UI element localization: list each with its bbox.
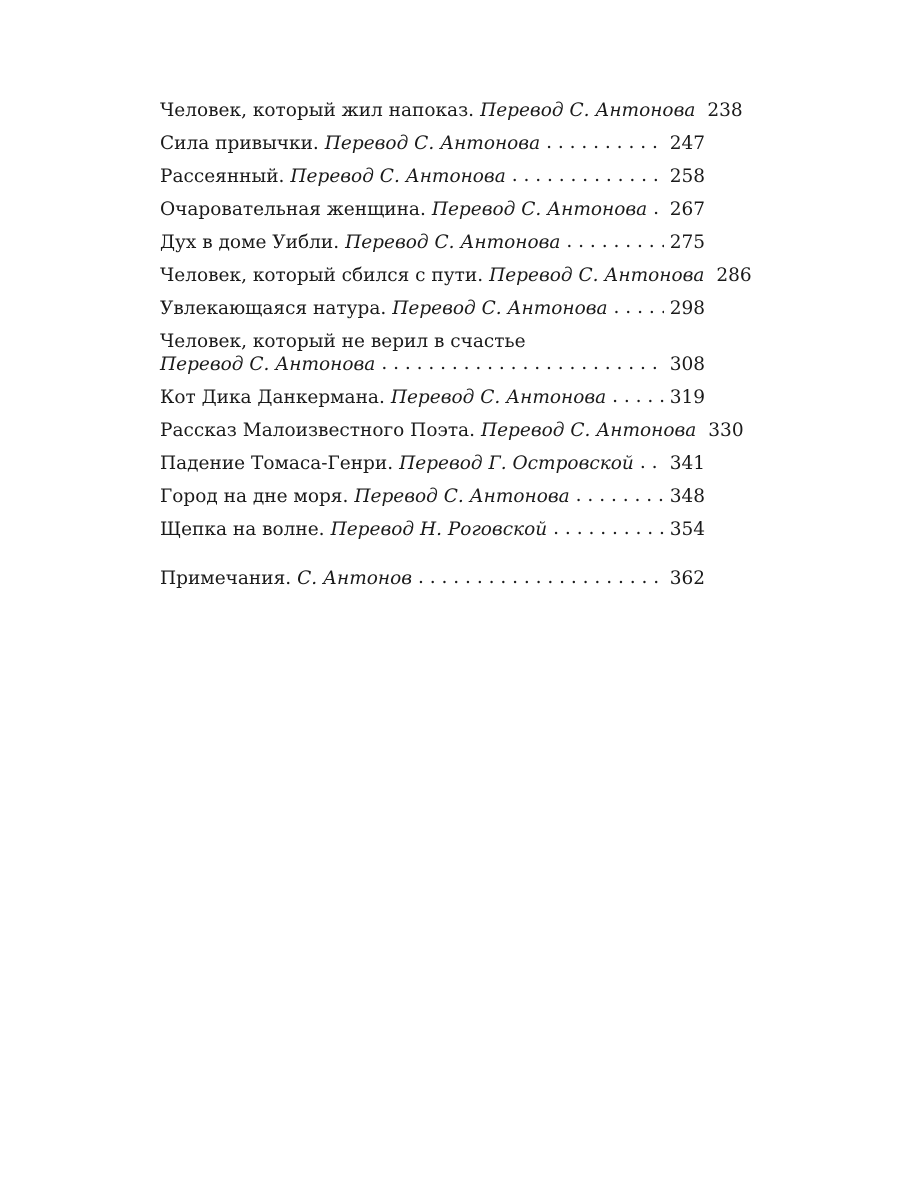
entry-translator: Перевод Г. Островской: [399, 453, 634, 474]
toc-entry: [160, 513, 705, 546]
entry-page-number: 341: [669, 453, 705, 474]
entry-title: Сила привычки.: [160, 133, 319, 154]
entry-title: Очаровательная женщина.: [160, 199, 426, 220]
toc-entry: [160, 330, 705, 376]
entry-title: Примечания.: [160, 568, 292, 589]
entry-page-number: 362: [669, 568, 705, 589]
dot-leader: [640, 446, 664, 479]
toc-entry: [160, 447, 705, 480]
entry-page-number: 247: [669, 133, 705, 154]
entry-translator: Перевод С. Антонова: [489, 265, 705, 286]
entry-page-number: 330: [708, 420, 744, 441]
dot-leader: [566, 225, 663, 258]
entry-title: Человек, который не верил в счастье: [160, 331, 526, 352]
toc-entry: [160, 414, 744, 447]
entry-translator: Перевод С. Антонова: [290, 166, 506, 187]
entry-page-number: 308: [669, 354, 705, 375]
entry-title: Человек, который сбился с пути.: [160, 265, 484, 286]
entry-translator: Перевод С. Антонова: [324, 133, 541, 154]
toc-entry: [160, 160, 705, 193]
entry-title: Дух в доме Уибли.: [160, 232, 340, 253]
entry-translator-line: [160, 353, 705, 376]
dot-leader: [653, 192, 664, 225]
dot-leader: [614, 291, 664, 324]
toc-entry: [160, 259, 752, 292]
dot-leader: [381, 352, 663, 375]
entry-title: Рассеянный.: [160, 166, 285, 187]
entry-page-number: 258: [669, 166, 705, 187]
entry-translator: Перевод С. Антонова: [480, 420, 697, 441]
toc-entry: [160, 94, 743, 127]
entry-translator: Перевод С. Антонова: [392, 298, 608, 319]
dot-leader: [576, 479, 664, 512]
toc-entry: [160, 292, 705, 325]
dot-leader: [553, 512, 664, 545]
toc-entry: [160, 127, 705, 160]
entry-title: Увлекающаяся натура.: [160, 298, 387, 319]
toc-entry: [160, 480, 705, 513]
dot-leader: [512, 159, 664, 192]
entry-page-number: 238: [707, 100, 743, 121]
entry-title: Щепка на волне.: [160, 519, 325, 540]
entry-page-number: 319: [669, 387, 705, 408]
dot-leader: [546, 126, 664, 159]
toc-entry-notes: [160, 562, 705, 595]
table-of-contents: [160, 94, 752, 595]
entry-translator: Перевод Н. Роговской: [330, 519, 548, 540]
entry-title: Кот Дика Данкермана.: [160, 387, 385, 408]
entry-translator: Перевод С. Антонова: [480, 100, 696, 121]
entry-translator: Перевод С. Антонова: [354, 486, 570, 507]
dot-leader: [418, 561, 664, 594]
entry-title: Город на дне моря.: [160, 486, 349, 507]
entry-page-number: 298: [669, 298, 705, 319]
entry-title-line: [160, 330, 705, 353]
entry-page-number: 267: [669, 199, 705, 220]
entry-title: Рассказ Малоизвестного Поэта.: [160, 420, 475, 441]
entry-translator: Перевод С. Антонова: [345, 232, 561, 253]
entry-translator: Перевод С. Антонова: [160, 354, 376, 375]
entry-translator: Перевод С. Антонова: [431, 199, 648, 220]
entry-page-number: 275: [669, 232, 705, 253]
dot-leader: [612, 380, 664, 413]
entry-page-number: 354: [669, 519, 705, 540]
entry-title: Падение Томаса-Генри.: [160, 453, 394, 474]
entry-page-number: 348: [669, 486, 705, 507]
toc-entry: [160, 193, 705, 226]
entry-page-number: 286: [716, 265, 752, 286]
toc-entry: [160, 381, 705, 414]
entry-title: Человек, который жил напоказ.: [160, 100, 475, 121]
toc-entry: [160, 226, 705, 259]
entry-translator: С. Антонов: [297, 568, 413, 589]
entry-translator: Перевод С. Антонова: [390, 387, 607, 408]
